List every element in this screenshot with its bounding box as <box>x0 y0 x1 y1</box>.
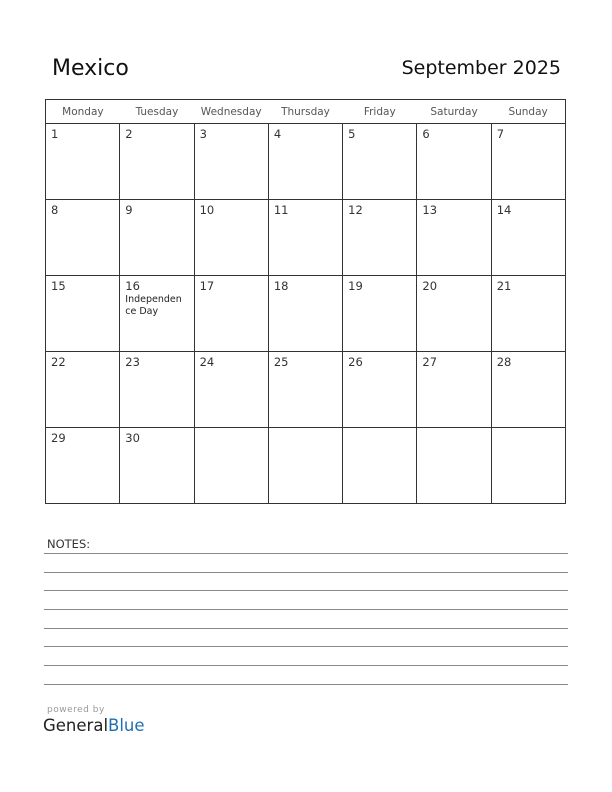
notes-line <box>44 665 568 666</box>
day-number: 16 <box>125 279 140 293</box>
calendar-day-cell[interactable] <box>491 200 565 276</box>
day-number: 7 <box>496 127 505 141</box>
calendar-day-cell[interactable] <box>46 124 120 200</box>
day-number: 12 <box>348 203 363 217</box>
calendar-day-cell[interactable] <box>343 200 417 276</box>
calendar-day-cell[interactable] <box>417 124 491 200</box>
day-number: 4 <box>273 127 282 141</box>
day-number: 2 <box>125 127 133 141</box>
day-number: 28 <box>496 355 512 369</box>
day-number: 6 <box>422 127 430 141</box>
notes-line <box>44 553 568 554</box>
notes-line <box>44 609 568 610</box>
calendar-day-cell[interactable] <box>417 200 491 276</box>
day-number: 11 <box>273 203 289 217</box>
calendar-day-cell[interactable] <box>194 352 268 428</box>
day-number: 21 <box>496 279 512 293</box>
weekday-friday: Friday <box>343 100 417 124</box>
notes-line <box>44 590 568 591</box>
day-number: 25 <box>273 355 289 369</box>
calendar-day-cell[interactable] <box>120 200 194 276</box>
calendar-day-cell[interactable] <box>417 428 491 504</box>
calendar-week-row <box>46 200 566 276</box>
calendar-day-cell[interactable] <box>268 352 342 428</box>
weekday-thursday: Thursday <box>268 100 342 124</box>
day-number: 29 <box>51 431 66 445</box>
weekday-saturday: Saturday <box>417 100 491 124</box>
day-number: 5 <box>348 127 356 141</box>
day-number: 30 <box>125 431 140 445</box>
calendar-day-cell[interactable] <box>343 352 417 428</box>
day-number: 3 <box>199 127 207 141</box>
notes-line <box>44 646 568 647</box>
brand-blue: Blue <box>108 716 145 735</box>
calendar-day-cell[interactable] <box>491 276 565 352</box>
calendar-day-cell[interactable] <box>120 276 194 352</box>
day-number: 20 <box>422 279 438 293</box>
notes-line <box>44 628 568 629</box>
day-number: 22 <box>51 355 66 369</box>
day-number: 10 <box>199 203 215 217</box>
day-number: 14 <box>496 203 512 217</box>
calendar-day-cell[interactable] <box>194 200 268 276</box>
calendar-day-cell[interactable] <box>491 428 565 504</box>
day-number: 23 <box>125 355 140 369</box>
notes-line <box>44 572 568 573</box>
calendar-day-cell[interactable] <box>268 200 342 276</box>
country-title: Mexico <box>52 56 129 81</box>
notes-label: NOTES: <box>47 537 91 551</box>
day-number: 24 <box>199 355 215 369</box>
calendar-day-cell[interactable] <box>268 124 342 200</box>
brand-general: General <box>43 716 109 735</box>
brand-logo[interactable] <box>43 716 145 735</box>
calendar-day-cell[interactable] <box>46 428 120 504</box>
weekday-tuesday: Tuesday <box>120 100 194 124</box>
day-number: 15 <box>51 279 66 293</box>
calendar-week-row <box>46 428 566 504</box>
calendar-day-cell[interactable] <box>120 428 194 504</box>
calendar-grid <box>45 99 566 504</box>
weekday-wednesday: Wednesday <box>194 100 268 124</box>
day-number: 1 <box>51 127 59 141</box>
calendar-day-cell[interactable] <box>491 352 565 428</box>
day-number: 13 <box>422 203 438 217</box>
day-number: 9 <box>125 203 133 217</box>
calendar-day-cell[interactable] <box>46 352 120 428</box>
calendar-day-cell[interactable] <box>268 276 342 352</box>
calendar-day-cell[interactable] <box>194 428 268 504</box>
day-number: 8 <box>51 203 59 217</box>
calendar-day-cell[interactable] <box>343 124 417 200</box>
day-number: 18 <box>273 279 289 293</box>
day-number: 26 <box>348 355 363 369</box>
calendar-week-row <box>46 276 566 352</box>
calendar-week-row <box>46 352 566 428</box>
weekday-header-row <box>46 100 566 124</box>
calendar-day-cell[interactable] <box>46 276 120 352</box>
day-number: 17 <box>199 279 215 293</box>
month-year-title: September 2025 <box>401 57 561 79</box>
calendar-week-row <box>46 124 566 200</box>
powered-by-text: powered by <box>47 705 105 715</box>
day-number: 27 <box>422 355 438 369</box>
calendar-day-cell[interactable] <box>491 124 565 200</box>
notes-line <box>44 684 568 685</box>
weekday-monday: Monday <box>46 100 120 124</box>
day-number: 19 <box>348 279 363 293</box>
calendar-day-cell[interactable] <box>120 352 194 428</box>
calendar-day-cell[interactable] <box>120 124 194 200</box>
calendar-day-cell[interactable] <box>194 124 268 200</box>
calendar-day-cell[interactable] <box>417 276 491 352</box>
calendar-day-cell[interactable] <box>268 428 342 504</box>
calendar-day-cell[interactable] <box>46 200 120 276</box>
holiday-label: Independen ce Day <box>125 294 182 317</box>
calendar-day-cell[interactable] <box>343 276 417 352</box>
calendar-day-cell[interactable] <box>343 428 417 504</box>
weekday-sunday: Sunday <box>491 100 565 124</box>
calendar-day-cell[interactable] <box>194 276 268 352</box>
calendar-day-cell[interactable] <box>417 352 491 428</box>
